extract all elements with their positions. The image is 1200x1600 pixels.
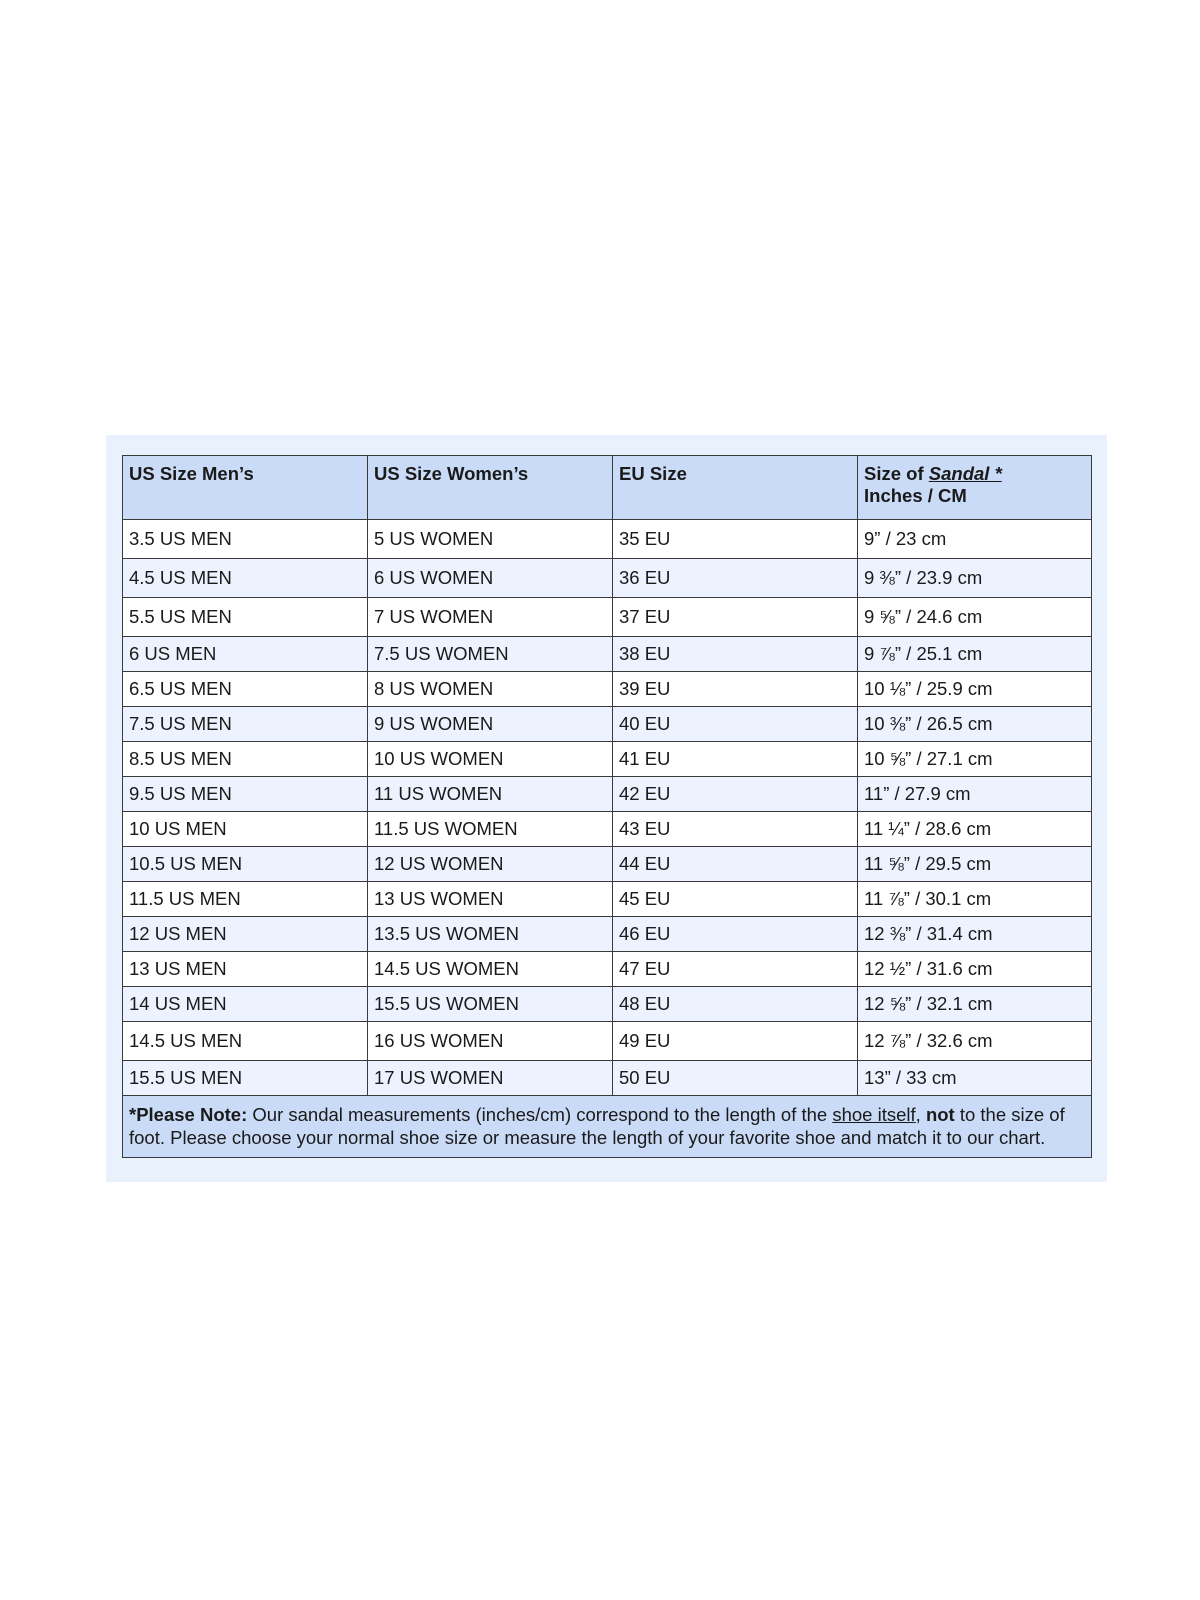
cell-us-men: 10.5 US MEN [123, 847, 368, 882]
table-row [123, 847, 1092, 882]
header-us-women: US Size Women’s [368, 456, 613, 520]
cell-us-women: 7 US WOMEN [368, 598, 613, 637]
cell-eu-size: 46 EU [613, 917, 858, 952]
cell-us-women: 8 US WOMEN [368, 672, 613, 707]
cell-us-women: 16 US WOMEN [368, 1022, 613, 1061]
note-lead: *Please Note: [129, 1104, 248, 1125]
cell-sandal-size: 11 ⅞” / 30.1 cm [858, 882, 1092, 917]
table-row [123, 777, 1092, 812]
cell-sandal-size: 10 ⅜” / 26.5 cm [858, 707, 1092, 742]
cell-eu-size: 37 EU [613, 598, 858, 637]
header-sandal-units: Inches / CM [864, 485, 967, 506]
table-row [123, 598, 1092, 637]
header-sandal-size [858, 456, 1092, 520]
cell-sandal-size: 12 ⅝” / 32.1 cm [858, 987, 1092, 1022]
table-row [123, 917, 1092, 952]
cell-us-women: 11.5 US WOMEN [368, 812, 613, 847]
size-chart-panel [106, 435, 1107, 1182]
cell-eu-size: 38 EU [613, 637, 858, 672]
table-row [123, 882, 1092, 917]
cell-us-men: 14.5 US MEN [123, 1022, 368, 1061]
cell-us-women: 15.5 US WOMEN [368, 987, 613, 1022]
cell-eu-size: 35 EU [613, 520, 858, 559]
header-row [123, 456, 1092, 520]
header-eu-size: EU Size [613, 456, 858, 520]
cell-us-women: 13.5 US WOMEN [368, 917, 613, 952]
cell-us-men: 8.5 US MEN [123, 742, 368, 777]
table-row [123, 987, 1092, 1022]
cell-sandal-size: 11 ¼” / 28.6 cm [858, 812, 1092, 847]
table-row [123, 952, 1092, 987]
cell-us-men: 6.5 US MEN [123, 672, 368, 707]
note-text-2: , [915, 1104, 926, 1125]
cell-sandal-size: 10 ⅛” / 25.9 cm [858, 672, 1092, 707]
cell-sandal-size: 12 ⅞” / 32.6 cm [858, 1022, 1092, 1061]
cell-sandal-size: 11” / 27.9 cm [858, 777, 1092, 812]
cell-us-women: 11 US WOMEN [368, 777, 613, 812]
cell-us-men: 4.5 US MEN [123, 559, 368, 598]
table-row [123, 1022, 1092, 1061]
cell-sandal-size: 9” / 23 cm [858, 520, 1092, 559]
cell-eu-size: 50 EU [613, 1061, 858, 1096]
cell-us-women: 17 US WOMEN [368, 1061, 613, 1096]
table-row [123, 812, 1092, 847]
cell-eu-size: 49 EU [613, 1022, 858, 1061]
cell-eu-size: 39 EU [613, 672, 858, 707]
table-row [123, 742, 1092, 777]
note-underlined: shoe itself [832, 1104, 916, 1125]
cell-us-men: 15.5 US MEN [123, 1061, 368, 1096]
cell-us-men: 10 US MEN [123, 812, 368, 847]
cell-us-men: 3.5 US MEN [123, 520, 368, 559]
cell-sandal-size: 9 ⅜” / 23.9 cm [858, 559, 1092, 598]
size-chart-table [122, 455, 1092, 1158]
header-sandal-word: Sandal * [928, 463, 1002, 484]
table-row [123, 559, 1092, 598]
cell-eu-size: 44 EU [613, 847, 858, 882]
cell-us-men: 11.5 US MEN [123, 882, 368, 917]
cell-eu-size: 43 EU [613, 812, 858, 847]
cell-sandal-size: 13” / 33 cm [858, 1061, 1092, 1096]
cell-us-men: 5.5 US MEN [123, 598, 368, 637]
table-row [123, 637, 1092, 672]
cell-eu-size: 48 EU [613, 987, 858, 1022]
table-row [123, 707, 1092, 742]
cell-us-women: 10 US WOMEN [368, 742, 613, 777]
cell-sandal-size: 10 ⅝” / 27.1 cm [858, 742, 1092, 777]
cell-eu-size: 36 EU [613, 559, 858, 598]
cell-sandal-size: 9 ⅞” / 25.1 cm [858, 637, 1092, 672]
note-text-1: Our sandal measurements (inches/cm) correspond to the length of the [247, 1104, 833, 1125]
note-bold: not [925, 1104, 955, 1125]
header-sandal-prefix: Size of [864, 463, 929, 484]
cell-eu-size: 47 EU [613, 952, 858, 987]
header-us-men: US Size Men’s [123, 456, 368, 520]
cell-us-men: 7.5 US MEN [123, 707, 368, 742]
cell-eu-size: 45 EU [613, 882, 858, 917]
cell-sandal-size: 12 ½” / 31.6 cm [858, 952, 1092, 987]
cell-us-men: 14 US MEN [123, 987, 368, 1022]
cell-sandal-size: 11 ⅝” / 29.5 cm [858, 847, 1092, 882]
table-row [123, 672, 1092, 707]
cell-us-women: 7.5 US WOMEN [368, 637, 613, 672]
note-cell [123, 1096, 1092, 1158]
cell-us-men: 12 US MEN [123, 917, 368, 952]
cell-us-women: 13 US WOMEN [368, 882, 613, 917]
cell-eu-size: 40 EU [613, 707, 858, 742]
cell-us-men: 9.5 US MEN [123, 777, 368, 812]
cell-us-women: 6 US WOMEN [368, 559, 613, 598]
table-row [123, 1061, 1092, 1096]
cell-sandal-size: 12 ⅜” / 31.4 cm [858, 917, 1092, 952]
cell-sandal-size: 9 ⅝” / 24.6 cm [858, 598, 1092, 637]
cell-us-men: 6 US MEN [123, 637, 368, 672]
note-text-3: to the size of foot. Please choose your normal shoe size or measure the length of your favorite shoe and match it to our chart. [129, 1104, 1065, 1148]
cell-us-men: 13 US MEN [123, 952, 368, 987]
cell-us-women: 5 US WOMEN [368, 520, 613, 559]
note-row [123, 1096, 1092, 1158]
table-row [123, 520, 1092, 559]
cell-eu-size: 41 EU [613, 742, 858, 777]
cell-eu-size: 42 EU [613, 777, 858, 812]
cell-us-women: 9 US WOMEN [368, 707, 613, 742]
cell-us-women: 12 US WOMEN [368, 847, 613, 882]
cell-us-women: 14.5 US WOMEN [368, 952, 613, 987]
